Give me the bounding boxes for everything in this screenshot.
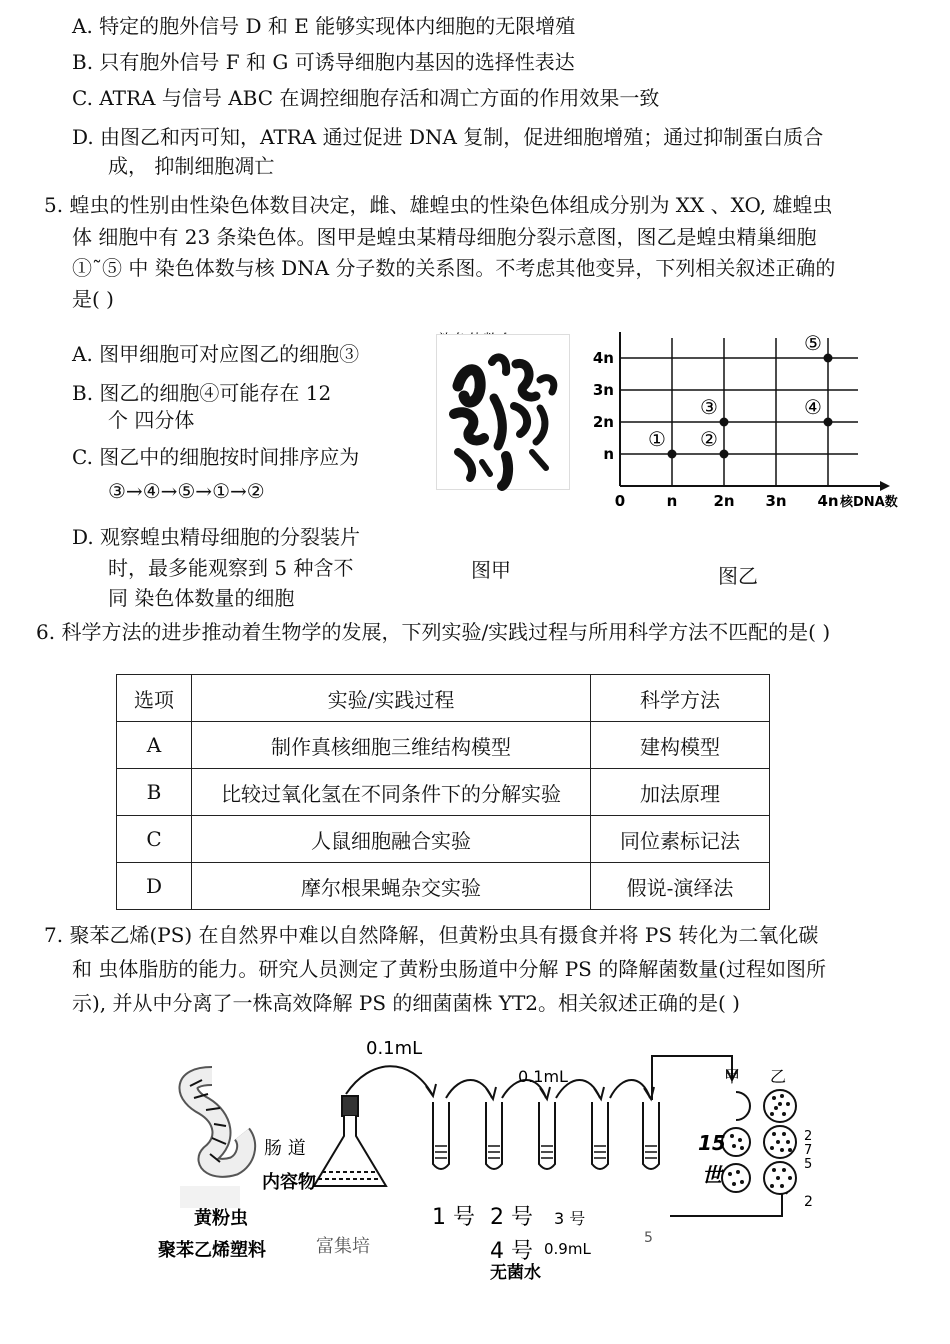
- table-row: [117, 816, 770, 863]
- q5-option-c-sequence: ③→④→⑤→①→②: [108, 479, 265, 503]
- q4-option-b: B. 只有胞外信号 F 和 G 可诱导细胞内基因的选择性表达: [72, 50, 575, 74]
- fig-label-volume-2: 0.1mL: [518, 1067, 568, 1086]
- fig-label-plate-jia: 甲: [724, 1067, 741, 1086]
- table-cell: D: [117, 863, 192, 910]
- q4-option-d-line1: D. 由图乙和丙可知，ATRA 通过促进 DNA 复制，促进细胞增殖；通过抑制蛋白质合: [72, 125, 824, 149]
- fig-count-2: 7: [804, 1143, 813, 1158]
- fig-count-4: 2: [804, 1194, 813, 1210]
- chart-point-label: ①: [648, 427, 666, 451]
- table-header-cell: 实验/实践过程: [192, 675, 591, 722]
- mealworm-illustration: [180, 1076, 246, 1208]
- culture-plates: [722, 1090, 796, 1194]
- q5-option-c: C. 图乙中的细胞按时间排序应为: [72, 445, 360, 469]
- fig-jia-caption: 图甲: [471, 558, 511, 582]
- table-cell: 同位素标记法: [591, 816, 770, 863]
- chart-x-arrow: [880, 481, 890, 491]
- chart-data-point: [824, 418, 833, 427]
- fig-count-5: 5: [644, 1230, 653, 1246]
- chart-y-tick-label: 3n: [592, 381, 614, 399]
- chart-point-label: ⑤: [804, 331, 822, 355]
- table-cell: 假说-演绎法: [591, 863, 770, 910]
- q4-option-a: A. 特定的胞外信号 D 和 E 能够实现体内细胞的无限增殖: [72, 14, 576, 38]
- table-cell: A: [117, 722, 192, 769]
- table-cell: 比较过氧化氢在不同条件下的分解实验: [192, 769, 591, 816]
- q5-option-d-line2: 时，最多能观察到 5 种含不: [108, 556, 354, 580]
- chart-data-point: [668, 450, 677, 459]
- chart-x-tick-label: 4n: [817, 492, 839, 510]
- fig-handwritten-mark-1: 15: [698, 1131, 726, 1155]
- fig-count-3: 5: [804, 1157, 813, 1172]
- table-cell: 摩尔根果蝇杂交实验: [192, 863, 591, 910]
- q6-stem: 6. 科学方法的进步推动着生物学的发展，下列实验/实践过程与所用科学方法不匹配的是( ): [36, 620, 831, 644]
- chart-y-tick-label: 4n: [592, 349, 614, 367]
- fig-label-volume-1: 0.1mL: [366, 1038, 423, 1059]
- q5-stem-line2: 体 细胞中有 23 条染色体。图甲是蝗虫某精母细胞分裂示意图，图乙是蝗虫精巢细胞: [72, 225, 817, 249]
- fig-label-gut: 肠 道: [264, 1138, 306, 1159]
- chart-x-tick-label: 3n: [765, 492, 787, 510]
- fig-label-contents: 内容物: [262, 1172, 316, 1193]
- fig-handwritten-mark-2: 世: [702, 1163, 722, 1187]
- chart-data-point: [720, 450, 729, 459]
- q7-dilution-figure: [150, 1036, 830, 1283]
- fig-label-mealworm: 黄粉虫: [194, 1208, 248, 1229]
- q4-option-d-line2: 成， 抑制细胞凋亡: [108, 154, 275, 178]
- fig-label-water-volume: 0.9mL: [544, 1240, 591, 1258]
- q5-option-d-line1: D. 观察蝗虫精母细胞的分裂装片: [72, 525, 361, 549]
- chart-x-axis-label: 核DNA数: [840, 495, 898, 510]
- fig-label-sterile-water: 无菌水: [490, 1263, 541, 1283]
- table-header-cell: 选项: [117, 675, 192, 722]
- fig-label-tube-3: 3 号: [554, 1209, 586, 1228]
- q5-option-b-line1: B. 图乙的细胞④可能存在 12: [72, 381, 332, 405]
- table-cell: 加法原理: [591, 769, 770, 816]
- q6-table: [116, 674, 770, 910]
- q7-stem-line1: 7. 聚苯乙烯(PS) 在自然界中难以自然降解，但黄粉虫具有摄食并将 PS 转化为二氧化碳: [44, 923, 819, 947]
- table-row: [117, 722, 770, 769]
- q5-option-d-line3: 同 染色体数量的细胞: [108, 586, 295, 610]
- fig-label-tube-2: 2 号: [490, 1205, 533, 1230]
- q7-stem-line2: 和 虫体脂肪的能力。研究人员测定了黄粉虫肠道中分解 PS 的降解菌数量(过程如图所: [72, 957, 827, 981]
- chart-y-tick-label: 2n: [592, 413, 614, 431]
- chart-point-label: ④: [804, 395, 822, 419]
- chart-x-tick-label: 2n: [713, 492, 735, 510]
- fig-label-flask: 富集培: [316, 1236, 370, 1257]
- table-cell: B: [117, 769, 192, 816]
- fig-label-tube-4: 4 号: [490, 1239, 533, 1264]
- fig-jia-micrograph: [436, 334, 570, 490]
- q5-stem-line1: 5. 蝗虫的性别由性染色体数目决定，雌、雄蝗虫的性染色体组成分别为 XX 、XO, 雄蝗虫: [44, 193, 833, 217]
- q5-option-a: A. 图甲细胞可对应图乙的细胞③: [72, 342, 360, 366]
- table-cell: 制作真核细胞三维结构模型: [192, 722, 591, 769]
- chart-data-point: [824, 354, 833, 363]
- table-cell: 人鼠细胞融合实验: [192, 816, 591, 863]
- chart-y-tick-label: n: [603, 445, 614, 463]
- chart-data-point: [720, 418, 729, 427]
- q4-option-c: C. ATRA 与信号 ABC 在调控细胞存活和凋亡方面的作用效果一致: [72, 86, 660, 110]
- fig-label-tube-1: 1 号: [432, 1205, 475, 1230]
- enrichment-flask: [314, 1096, 386, 1186]
- q7-stem-line3: 示), 并从中分离了一株高效降解 PS 的细菌菌株 YT2。相关叙述正确的是( ): [72, 991, 740, 1015]
- fig-count-1: 2: [804, 1129, 813, 1144]
- dilution-tubes: [433, 1102, 659, 1169]
- fig-yi-chart: [584, 328, 914, 518]
- fig-label-plate-yi: 乙: [770, 1067, 787, 1086]
- table-cell: C: [117, 816, 192, 863]
- table-header-row: [117, 675, 770, 722]
- chart-x-tick-label: 0: [614, 492, 626, 510]
- table-row: [117, 863, 770, 910]
- fig-yi-caption: 图乙: [718, 564, 758, 588]
- chart-point-label: ③: [700, 395, 718, 419]
- q5-stem-line3: ①˜⑤ 中 染色体数与核 DNA 分子数的关系图。不考虑其他变异，下列相关叙述正确的: [72, 256, 836, 280]
- q5-option-b-line2: 个 四分体: [108, 408, 195, 432]
- table-header-cell: 科学方法: [591, 675, 770, 722]
- fig-label-plastic: 聚苯乙烯塑料: [158, 1240, 266, 1261]
- table-row: [117, 769, 770, 816]
- table-cell: 建构模型: [591, 722, 770, 769]
- chart-x-tick-label: n: [666, 492, 678, 510]
- chart-point-label: ②: [700, 427, 718, 451]
- q5-stem-line4: 是( ): [72, 287, 114, 311]
